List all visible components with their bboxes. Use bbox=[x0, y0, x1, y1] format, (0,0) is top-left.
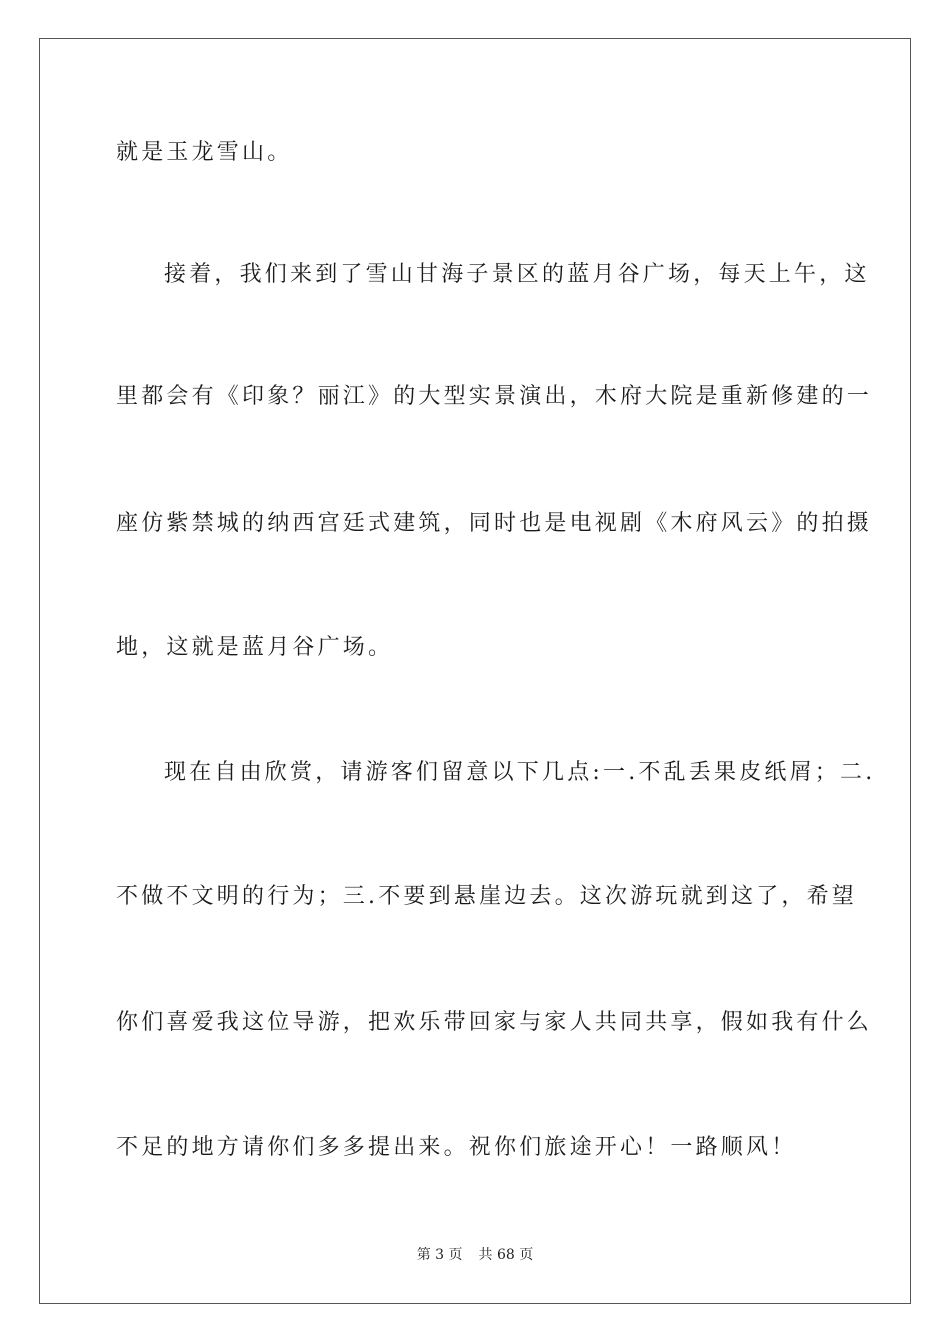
paragraph-line: 不足的地方请你们多多提出来。祝你们旅途开心！一路顺风！ bbox=[116, 1135, 797, 1160]
paragraph-line: 接着，我们来到了雪山甘海子景区的蓝月谷广场，每天上午，这 bbox=[164, 262, 870, 287]
paragraph-line: 现在自由欣赏，请游客们留意以下几点:一.不乱丢果皮纸屑；二. bbox=[164, 760, 876, 785]
paragraph-line: 不做不文明的行为；三.不要到悬崖边去。这次游玩就到这了，希望 bbox=[116, 884, 857, 909]
paragraph-line: 座仿紫禁城的纳西宫廷式建筑，同时也是电视剧《木府风云》的拍摄 bbox=[116, 511, 873, 536]
paragraph-line: 就是玉龙雪山。 bbox=[116, 140, 293, 165]
page-total: 共 68 页 bbox=[478, 1247, 534, 1263]
page-border bbox=[39, 38, 911, 1304]
paragraph-line: 地，这就是蓝月谷广场。 bbox=[116, 635, 394, 660]
paragraph-line: 你们喜爱我这位导游，把欢乐带回家与家人共同共享，假如我有什么 bbox=[116, 1010, 873, 1035]
page-footer bbox=[0, 1246, 950, 1264]
paragraph-line: 里都会有《印象？丽江》的大型实景演出，木府大院是重新修建的一 bbox=[116, 384, 873, 409]
page-number: 第 3 页 bbox=[416, 1247, 463, 1263]
